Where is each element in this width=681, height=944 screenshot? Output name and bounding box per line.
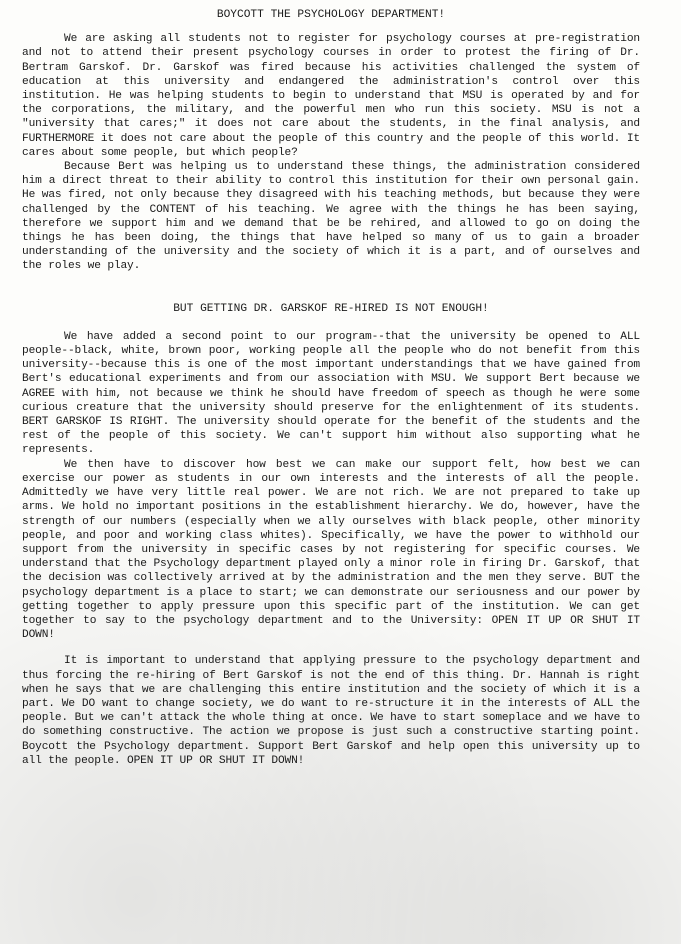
paragraph-3: We have added a second point to our program--that the university be opened to ALL people--black, white, brown poor, working people all the people who do not benefit from this university--because this is one of the most important understandings that we have gained from Bert's educational experiments and from our association with MSU. We support Bert because we AGREE with him, not because we think he should have freedom of speech as though he were some curious creature that the university should preserve for the enlightenment of its students. BERT GARSKOF IS RIGHT. The university should operate for the benefit of the students and the rest of the people of this society. We can't support him without also supporting what he represents. bbox=[22, 330, 640, 457]
leaflet-document bbox=[22, 8, 640, 768]
paragraph-5: It is important to understand that applying pressure to the psychology department and thus forcing the re-hiring of Bert Garskof is not the end of this thing. Dr. Hannah is right when he says that we are challenging this entire institution and the society of which it is a part. We DO want to change society, we do want to re-structure it in the interests of ALL the people. But we can't attack the whole thing at once. We have to start someplace and we have to do something constructive. The action we propose is just such a constructive starting point. Boycott the Psychology department. Support Bert Garskof and help open this university up to all the people. OPEN IT UP OR SHUT IT DOWN! bbox=[22, 655, 640, 767]
section-heading: BUT GETTING DR. GARSKOF RE-HIRED IS NOT ENOUGH! bbox=[173, 302, 489, 315]
paragraph-1: We are asking all students not to register for psychology courses at pre-registration and not to attend their present psychology courses in order to protest the firing of Dr. Bertram Garskof. Dr. Garskof was fired because his activities challenged the system of education at this university and endangered the administration's control over this institution. He was helping students to begin to understand that MSU is operated by and for the corporations, the military, and the powerful men who run this society. MSU is not a "university that cares;" it does not care about the students, in the final analysis, and FURTHERMORE it does not care about the people of this country and the people of this world. It cares about some people, but which people? bbox=[22, 33, 640, 159]
paragraph-4: We then have to discover how best we can make our support felt, how best we can exercise our power as students in our own interests and the interests of all the people. Admittedly we have very little real power. We are not rich. We are not prepared to take up arms. We hold no important positions in the establishment hierarchy. We do, however, have the strength of our numbers (especially when we ally ourselves with black people, other minority people, and poor and working class whites). Specifically, we have the power to withhold our support from the university in specific cases by not registering for specific courses. We understand that the Psychology department played only a minor role in firing Dr. Garskof, that the decision was collectively arrived at by the administration and the men they serve. BUT the psychology department is a place to start; we can demonstrate our seriousness and our power by getting together to apply pressure upon this specific part of the institution. We can get together to say to the psychology department and to the University: OPEN IT UP OR SHUT IT DOWN! bbox=[22, 458, 640, 642]
paragraph-2: Because Bert was helping us to understand these things, the administration considered him a direct threat to their ability to control this institution for their own personal gain. He was fired, not only because they disagreed with his teaching methods, but because they were challenged by the CONTENT of his teaching. We agree with the things he has been saying, therefore we support him and we demand that be be rehired, and allowed to go on doing the things he has been doing, the things that have helped so many of us to gain a broader understanding of the university and the society of which it is a part, and of ourselves and the roles we play. bbox=[22, 161, 640, 273]
paragraph-gap bbox=[22, 642, 640, 654]
document-title: BOYCOTT THE PSYCHOLOGY DEPARTMENT! bbox=[216, 9, 446, 21]
